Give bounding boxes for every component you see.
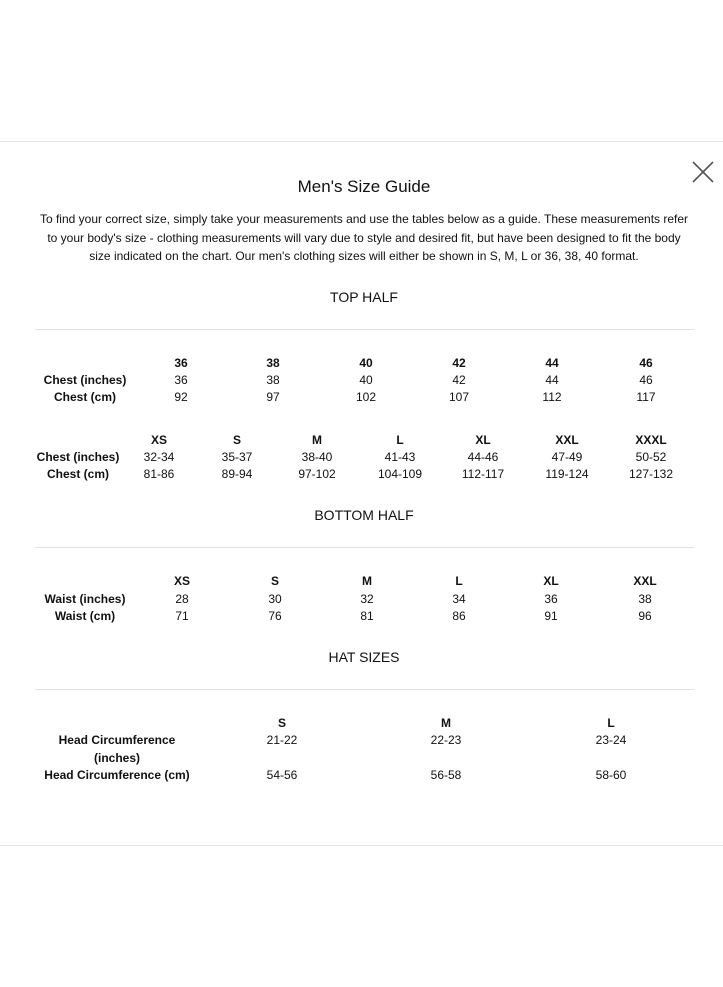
modal-title: Men's Size Guide bbox=[297, 177, 431, 196]
table-header: 36 bbox=[174, 356, 188, 370]
table-cell: 38-40 bbox=[301, 450, 333, 464]
table-header: M bbox=[441, 716, 451, 730]
table-cell: 76 bbox=[268, 609, 282, 623]
section-title-top-half: TOP HALF bbox=[330, 289, 398, 305]
table-header: 44 bbox=[545, 356, 559, 370]
table-cell: 28 bbox=[175, 592, 189, 606]
row-label: Head Circumference (cm) bbox=[44, 768, 190, 782]
table-header: 38 bbox=[266, 356, 280, 370]
table-cell: 23-24 bbox=[595, 733, 627, 747]
table-header: S bbox=[232, 433, 241, 447]
section-title-hat-sizes: HAT SIZES bbox=[328, 649, 400, 665]
table-header: XXL bbox=[633, 574, 657, 588]
table-cell: 46 bbox=[639, 373, 653, 387]
divider bbox=[35, 547, 694, 548]
table-header: L bbox=[455, 574, 463, 588]
table-cell: 71 bbox=[175, 609, 189, 623]
table-cell: 32-34 bbox=[143, 450, 175, 464]
table-header: XXXL bbox=[635, 433, 667, 447]
table-header: M bbox=[312, 433, 322, 447]
table-header: 46 bbox=[639, 356, 653, 370]
section-title-bottom-half: BOTTOM HALF bbox=[314, 507, 414, 523]
table-cell: 81 bbox=[360, 609, 374, 623]
table-cell: 44 bbox=[545, 373, 559, 387]
table-cell: 35-37 bbox=[221, 450, 253, 464]
table-cell: 104-109 bbox=[377, 467, 423, 481]
table-cell: 32 bbox=[360, 592, 374, 606]
table-cell: 91 bbox=[544, 609, 558, 623]
row-label: Chest (inches) bbox=[36, 450, 120, 464]
table-cell: 81-86 bbox=[143, 467, 175, 481]
table-cell: 96 bbox=[638, 609, 652, 623]
row-label: Waist (inches) bbox=[44, 592, 126, 606]
table-cell: 102 bbox=[355, 390, 377, 404]
row-label: Chest (inches) bbox=[43, 373, 127, 387]
table-header: 40 bbox=[359, 356, 373, 370]
table-cell: 89-94 bbox=[221, 467, 253, 481]
table-header: XS bbox=[173, 574, 190, 588]
row-label: Head Circumference (inches) bbox=[58, 733, 176, 765]
divider bbox=[35, 689, 694, 690]
table-cell: 92 bbox=[174, 390, 188, 404]
table-cell: 34 bbox=[452, 592, 466, 606]
table-cell: 107 bbox=[448, 390, 470, 404]
table-cell: 42 bbox=[452, 373, 466, 387]
table-cell: 22-23 bbox=[430, 733, 462, 747]
table-cell: 41-43 bbox=[384, 450, 416, 464]
table-header: M bbox=[362, 574, 372, 588]
table-cell: 97-102 bbox=[298, 467, 336, 481]
table-cell: 44-46 bbox=[467, 450, 499, 464]
table-cell: 97 bbox=[266, 390, 280, 404]
table-header: XL bbox=[543, 574, 559, 588]
table-header: L bbox=[396, 433, 404, 447]
table-cell: 112-117 bbox=[461, 467, 505, 481]
table-cell: 38 bbox=[266, 373, 280, 387]
table-cell: 117 bbox=[636, 390, 656, 404]
table-cell: 56-58 bbox=[430, 768, 462, 782]
intro-text: To find your correct size, simply take your measurements and use the tables below as a guide. These measurements refer to your body's size - clothing measurements will vary due to style and desired fit, but have been designed to fit the body size indicated on the chart. Our men's clothing sizes will either be shown in S, M, L or 36, 38, 40 format. bbox=[39, 212, 689, 263]
table-cell: 38 bbox=[638, 592, 652, 606]
table-cell: 86 bbox=[452, 609, 466, 623]
table-cell: 47-49 bbox=[551, 450, 583, 464]
table-cell: 127-132 bbox=[628, 467, 674, 481]
table-header: L bbox=[607, 716, 615, 730]
row-label: Waist (cm) bbox=[54, 609, 116, 623]
table-header: XS bbox=[150, 433, 167, 447]
table-cell: 54-56 bbox=[266, 768, 298, 782]
table-header: S bbox=[277, 716, 286, 730]
row-label: Chest (cm) bbox=[46, 467, 109, 481]
table-cell: 36 bbox=[544, 592, 558, 606]
divider bbox=[35, 329, 694, 330]
table-cell: 36 bbox=[174, 373, 188, 387]
table-header: XXL bbox=[555, 433, 579, 447]
table-cell: 21-22 bbox=[266, 733, 298, 747]
table-cell: 30 bbox=[268, 592, 282, 606]
table-header: XL bbox=[475, 433, 491, 447]
table-cell: 112 bbox=[542, 390, 562, 404]
table-cell: 119-124 bbox=[545, 467, 589, 481]
row-label: Chest (cm) bbox=[53, 390, 116, 404]
table-cell: 40 bbox=[359, 373, 373, 387]
table-header: 42 bbox=[452, 356, 466, 370]
table-cell: 50-52 bbox=[635, 450, 667, 464]
table-cell: 58-60 bbox=[595, 768, 627, 782]
table-header: S bbox=[270, 574, 279, 588]
